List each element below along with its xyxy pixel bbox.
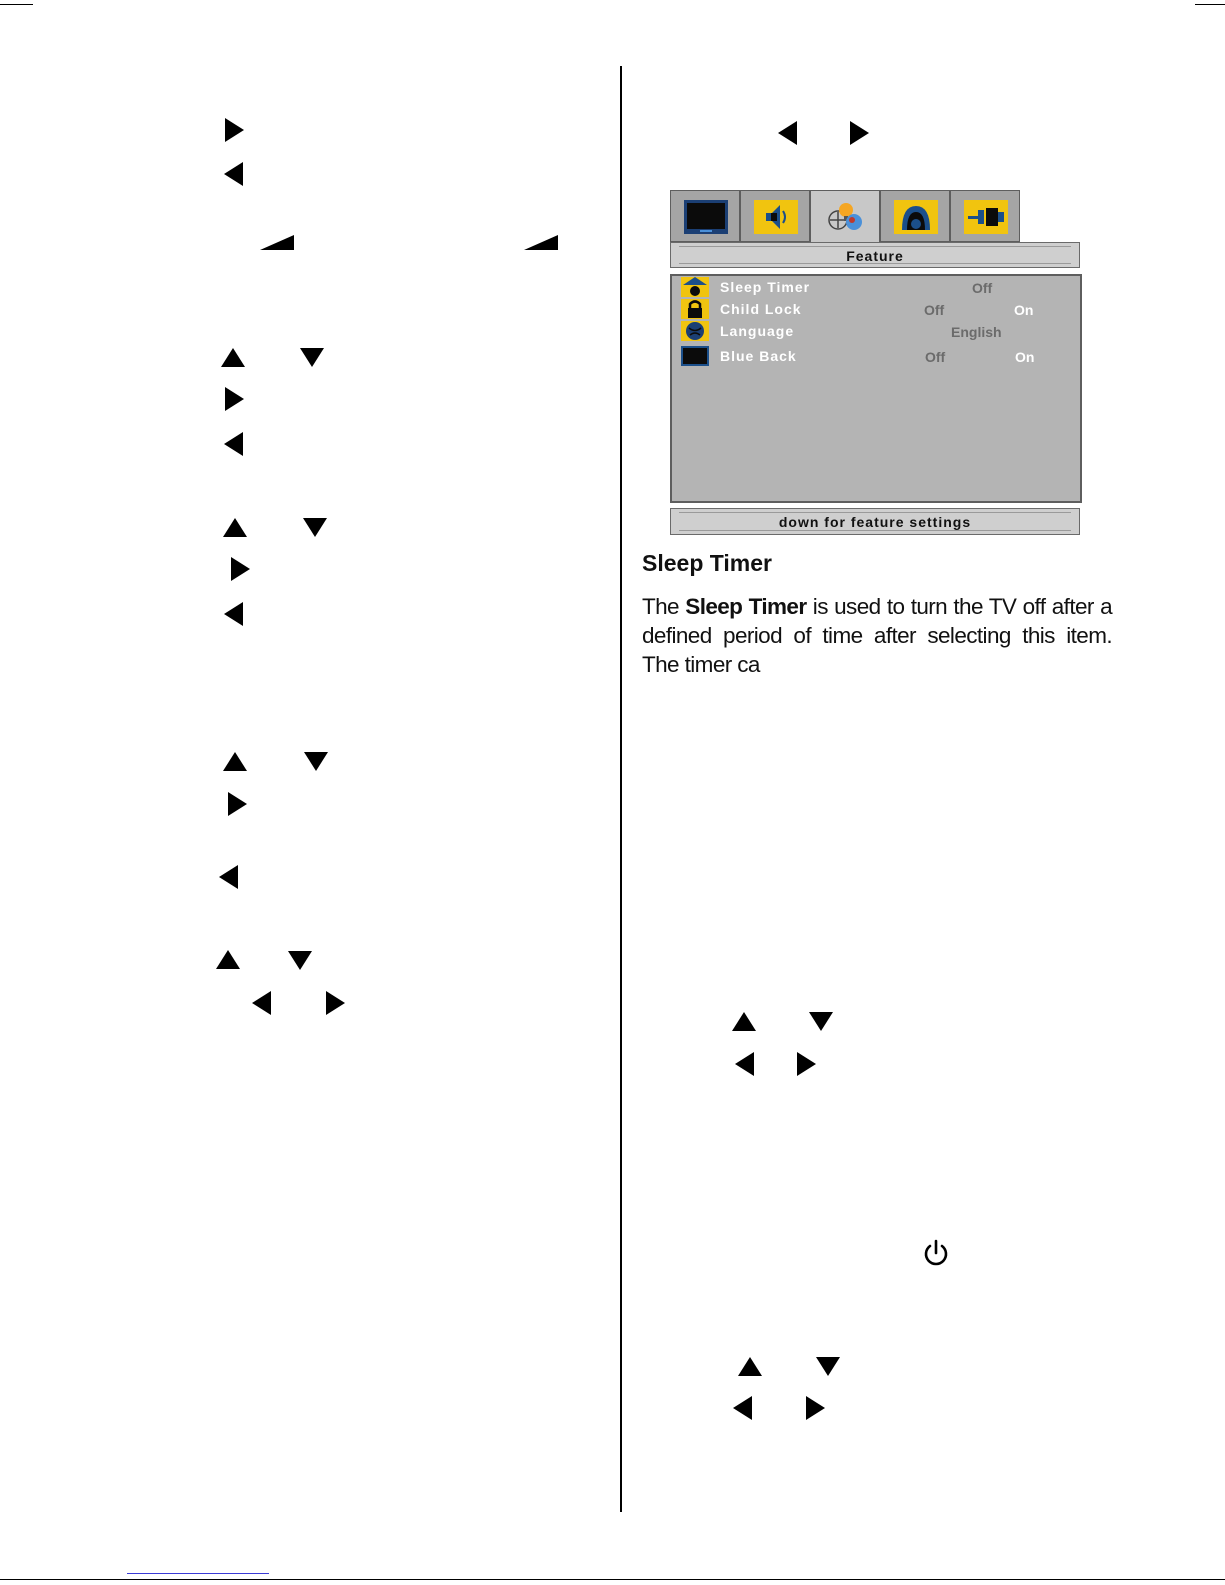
left-arrow-icon — [733, 1396, 752, 1420]
right-arrow-icon — [326, 991, 345, 1015]
left-arrow-icon — [224, 162, 243, 186]
para-start: The — [642, 594, 686, 619]
right-arrow-icon — [225, 118, 244, 142]
menu-row-sleep-timer[interactable] — [672, 277, 1080, 297]
down-arrow-icon — [809, 1012, 833, 1031]
left-arrow-icon — [219, 865, 238, 889]
tab-install[interactable] — [880, 190, 950, 242]
down-arrow-icon — [304, 752, 328, 771]
up-arrow-icon — [221, 348, 245, 367]
para-rest: is used to turn the TV off after a defined period of time after selecting this item. The timer ca — [642, 594, 1112, 677]
down-arrow-icon — [303, 518, 327, 537]
left-arrow-icon — [224, 602, 243, 626]
crop-mark-top-left — [0, 4, 33, 5]
up-arrow-icon — [738, 1357, 762, 1376]
tab-picture[interactable] — [670, 190, 740, 242]
menu-hint: down for feature settings — [778, 514, 972, 530]
menu-title-bar — [670, 242, 1080, 268]
up-arrow-icon — [223, 518, 247, 537]
menu-title: Feature — [846, 248, 904, 264]
right-arrow-icon — [797, 1052, 816, 1076]
menu-row-label: Blue Back — [720, 348, 797, 364]
down-arrow-icon — [300, 348, 324, 367]
down-arrow-icon — [288, 951, 312, 970]
menu-row-label: Child Lock — [720, 301, 802, 317]
option-off: Off — [925, 349, 946, 365]
volume-ramp-icon — [260, 235, 294, 250]
power-icon — [922, 1238, 950, 1268]
option-on: On — [1014, 302, 1034, 318]
down-arrow-icon — [816, 1357, 840, 1376]
left-arrow-icon — [735, 1052, 754, 1076]
page-bottom-rule — [0, 1579, 1225, 1580]
menu-panel — [670, 274, 1082, 503]
menu-tab-bar — [670, 190, 1022, 242]
left-arrow-icon — [252, 991, 271, 1015]
up-arrow-icon — [732, 1012, 756, 1031]
child-lock-icon — [681, 299, 709, 319]
menu-row-child-lock[interactable] — [672, 299, 1080, 319]
footer-link-underline — [127, 1573, 269, 1574]
picture-icon — [684, 200, 728, 234]
source-icon — [964, 200, 1008, 234]
section-paragraph — [642, 592, 1112, 679]
up-arrow-icon — [216, 950, 240, 969]
left-arrow-icon — [224, 432, 243, 456]
tab-source[interactable] — [950, 190, 1020, 242]
menu-row-label: Language — [720, 323, 795, 339]
tab-sound[interactable] — [740, 190, 810, 242]
right-arrow-icon — [228, 792, 247, 816]
option-off: Off — [924, 302, 945, 318]
right-arrow-icon — [850, 121, 869, 145]
up-arrow-icon — [223, 752, 247, 771]
tab-feature[interactable] — [810, 190, 880, 244]
blue-back-icon — [681, 346, 709, 366]
column-divider — [620, 66, 622, 1512]
crop-mark-top-right — [1195, 4, 1225, 5]
feature-icon — [824, 200, 868, 234]
option-on: On — [1015, 349, 1035, 365]
menu-row-label: Sleep Timer — [720, 279, 811, 295]
menu-hint-bar — [670, 508, 1080, 535]
right-arrow-icon — [806, 1396, 825, 1420]
right-arrow-icon — [225, 387, 244, 411]
left-arrow-icon — [778, 121, 797, 145]
menu-row-blue-back[interactable] — [672, 346, 1080, 366]
option-off: Off — [972, 280, 993, 296]
para-bold-term: Sleep Timer — [685, 594, 807, 619]
sleep-timer-icon — [681, 277, 709, 297]
section-heading: Sleep Timer — [642, 550, 772, 576]
install-icon — [894, 200, 938, 234]
right-arrow-icon — [231, 557, 250, 581]
option-english: English — [951, 324, 1002, 340]
language-icon — [681, 321, 709, 341]
sound-icon — [754, 200, 798, 234]
menu-row-language[interactable] — [672, 321, 1080, 341]
volume-ramp-icon — [524, 235, 558, 250]
feature-menu-screenshot — [670, 190, 1082, 535]
